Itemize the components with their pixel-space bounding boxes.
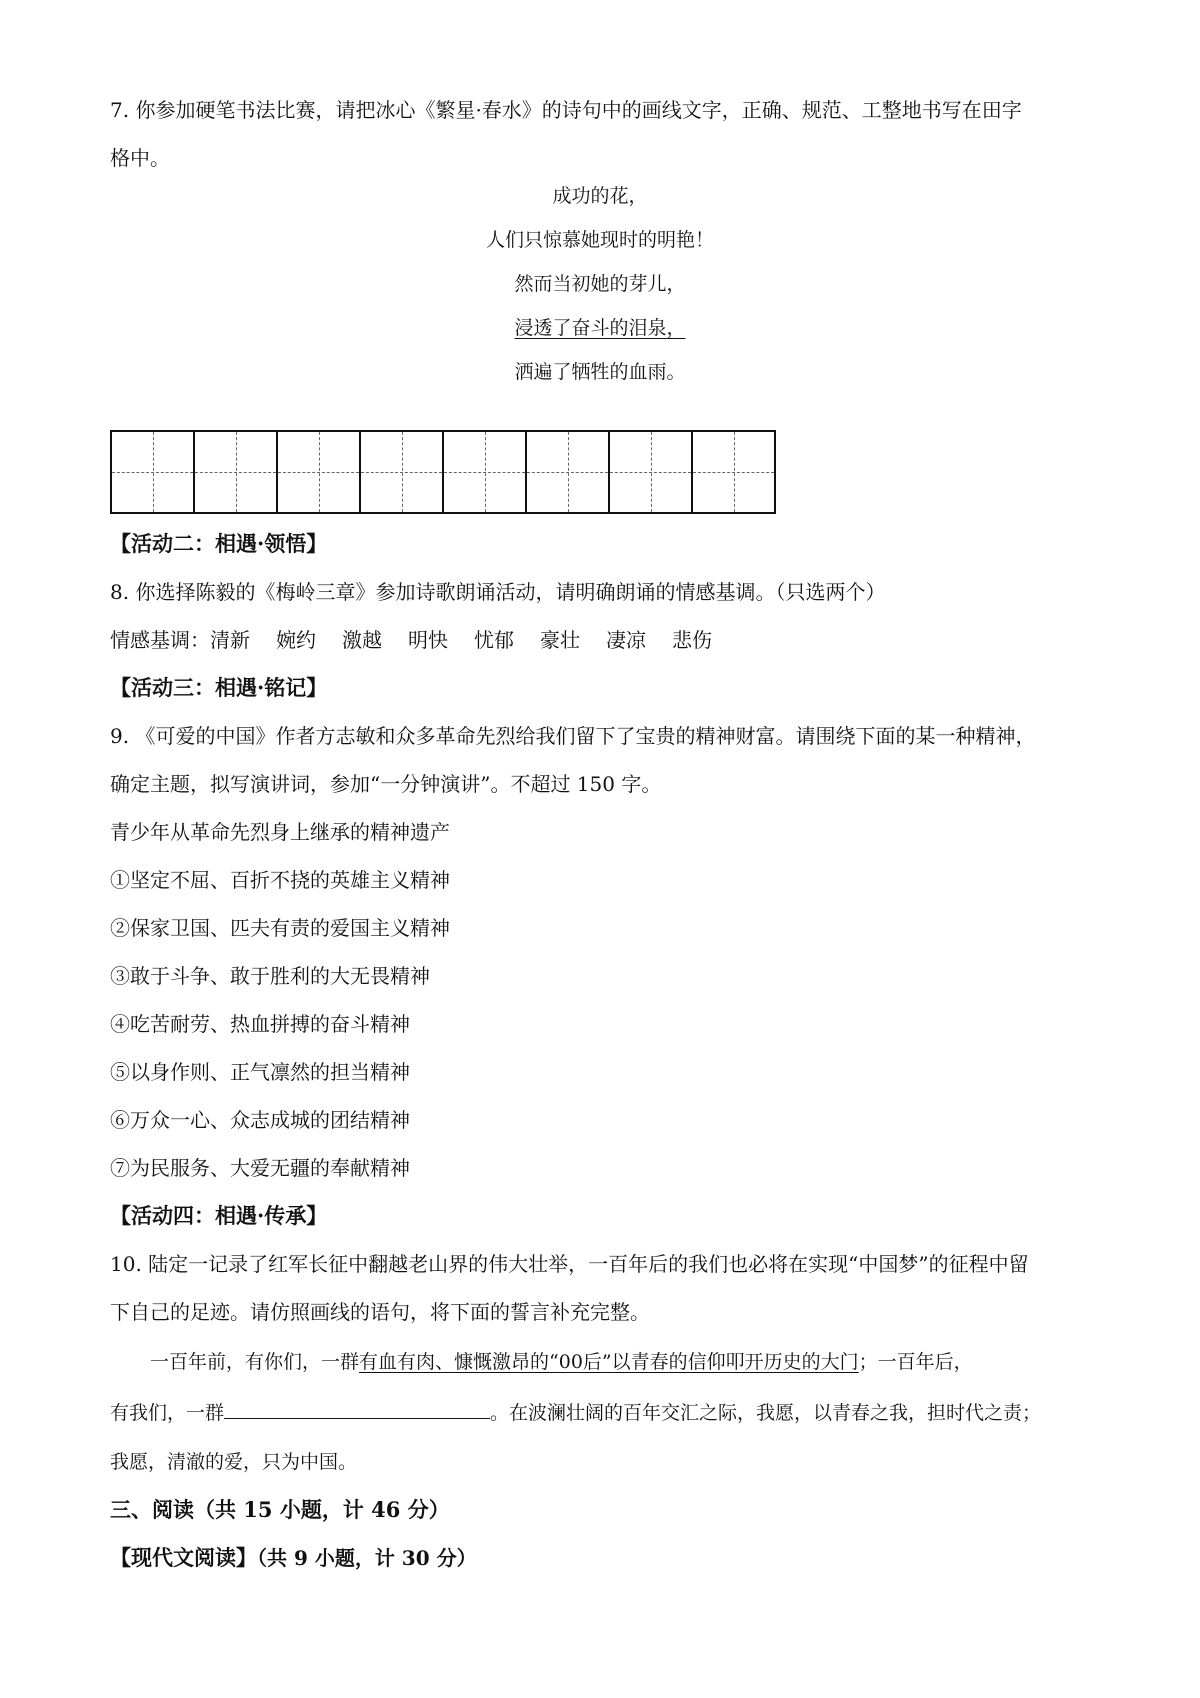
- vow-line1: [150, 1348, 973, 1376]
- emotion-option: 悲伤: [672, 628, 712, 652]
- spirit-intro: 青少年从革命先烈身上继承的精神遗产: [110, 820, 450, 844]
- poem-line-1: 成功的花，: [552, 185, 648, 207]
- emotion-option: 凄凉: [606, 628, 646, 652]
- poem-line-5: 洒遍了牺牲的血雨。: [514, 361, 686, 383]
- vow2-pre: 有我们，一群: [110, 1402, 225, 1424]
- q8-text: 8. 你选择陈毅的《梅岭三章》参加诗歌朗诵活动，请明确朗诵的情感基调。（只选两个）: [110, 580, 886, 604]
- section3-subtitle: [110, 1544, 477, 1572]
- emotion-label: 情感基调：: [110, 628, 210, 652]
- q7-line1: 7. 你参加硬笔书法比赛，请把冰心《繁星·春水》的诗句中的画线文字，正确、规范、工整地书写在田字: [110, 98, 1022, 122]
- spirit-item: ⑤以身作则、正气凛然的担当精神: [110, 1060, 410, 1084]
- q9-line2: 确定主题，拟写演讲词，参加“一分钟演讲”。不超过 150 字。: [110, 772, 662, 796]
- vow-line2: [110, 1398, 1041, 1427]
- grid-cell[interactable]: [444, 432, 527, 512]
- grid-cell[interactable]: [527, 432, 610, 512]
- modern-reading-label: 【现代文阅读】: [110, 1545, 257, 1570]
- emotion-option: 豪壮: [540, 628, 580, 652]
- poem-line-4: [0, 314, 1200, 342]
- section3-title: 三、阅读（共 15 小题，计 46 分）: [110, 1497, 450, 1522]
- emotion-option: 明快: [408, 628, 448, 652]
- emotion-option: 激越: [342, 628, 382, 652]
- vow-line3: 我愿，清澈的爱，只为中国。: [110, 1451, 358, 1473]
- spirit-item: ①坚定不屈、百折不挠的英雄主义精神: [110, 868, 450, 892]
- grid-cell[interactable]: [278, 432, 361, 512]
- q10-line2: 下自己的足迹。请仿照画线的语句，将下面的誓言补充完整。: [110, 1300, 650, 1324]
- emotion-options: [110, 626, 738, 654]
- q9-line1: 9. 《可爱的中国》作者方志敏和众多革命先烈给我们留下了宝贵的精神财富。请围绕下面的某一种精神，: [110, 724, 1036, 748]
- spirit-item: ⑥万众一心、众志成城的团结精神: [110, 1108, 410, 1132]
- vow2-post: 。在波澜壮阔的百年交汇之际，我愿，以青春之我，担时代之责；: [490, 1402, 1042, 1424]
- modern-reading-count: （共 9 小题，计 30 分）: [257, 1546, 477, 1570]
- activity3-header: 【活动三：相遇·铭记】: [110, 675, 328, 700]
- q10-line1: 10. 陆定一记录了红军长征中翻越老山界的伟大壮举，一百年后的我们也必将在实现“中国梦”的征程中留: [110, 1252, 1029, 1276]
- activity2-header: 【活动二：相遇·领悟】: [110, 531, 328, 556]
- grid-cell[interactable]: [112, 432, 195, 512]
- spirit-item: ⑦为民服务、大爱无疆的奉献精神: [110, 1156, 410, 1180]
- emotion-option: 婉约: [276, 628, 316, 652]
- poem-underlined-line: 浸透了奋斗的泪泉，: [514, 317, 686, 339]
- poem-line-2: 人们只惊慕她现时的明艳！: [485, 229, 714, 251]
- spirit-item: ③敢于斗争、敢于胜利的大无畏精神: [110, 964, 430, 988]
- q7-line2: 格中。: [110, 146, 170, 170]
- grid-cell[interactable]: [195, 432, 278, 512]
- activity4-header: 【活动四：相遇·传承】: [110, 1203, 328, 1228]
- spirit-item: ④吃苦耐劳、热血拼搏的奋斗精神: [110, 1012, 410, 1036]
- vow1-post: ；一百年后，: [858, 1351, 973, 1373]
- vow1-pre: 一百年前，有你们，一群: [150, 1351, 360, 1373]
- emotion-option: 忧郁: [474, 628, 514, 652]
- emotion-option: 清新: [210, 628, 250, 652]
- tianzige-grid: [110, 430, 776, 514]
- grid-cell[interactable]: [361, 432, 444, 512]
- vow1-underlined: 有血有肉、慷慨激昂的“00后”以青春的信仰叩开历史的大门: [359, 1351, 859, 1373]
- spirit-item: ②保家卫国、匹夫有责的爱国主义精神: [110, 916, 450, 940]
- grid-cell[interactable]: [610, 432, 693, 512]
- poem-line-3: 然而当初她的芽儿，: [514, 273, 686, 295]
- answer-blank[interactable]: [224, 1398, 490, 1419]
- grid-cell[interactable]: [693, 432, 774, 512]
